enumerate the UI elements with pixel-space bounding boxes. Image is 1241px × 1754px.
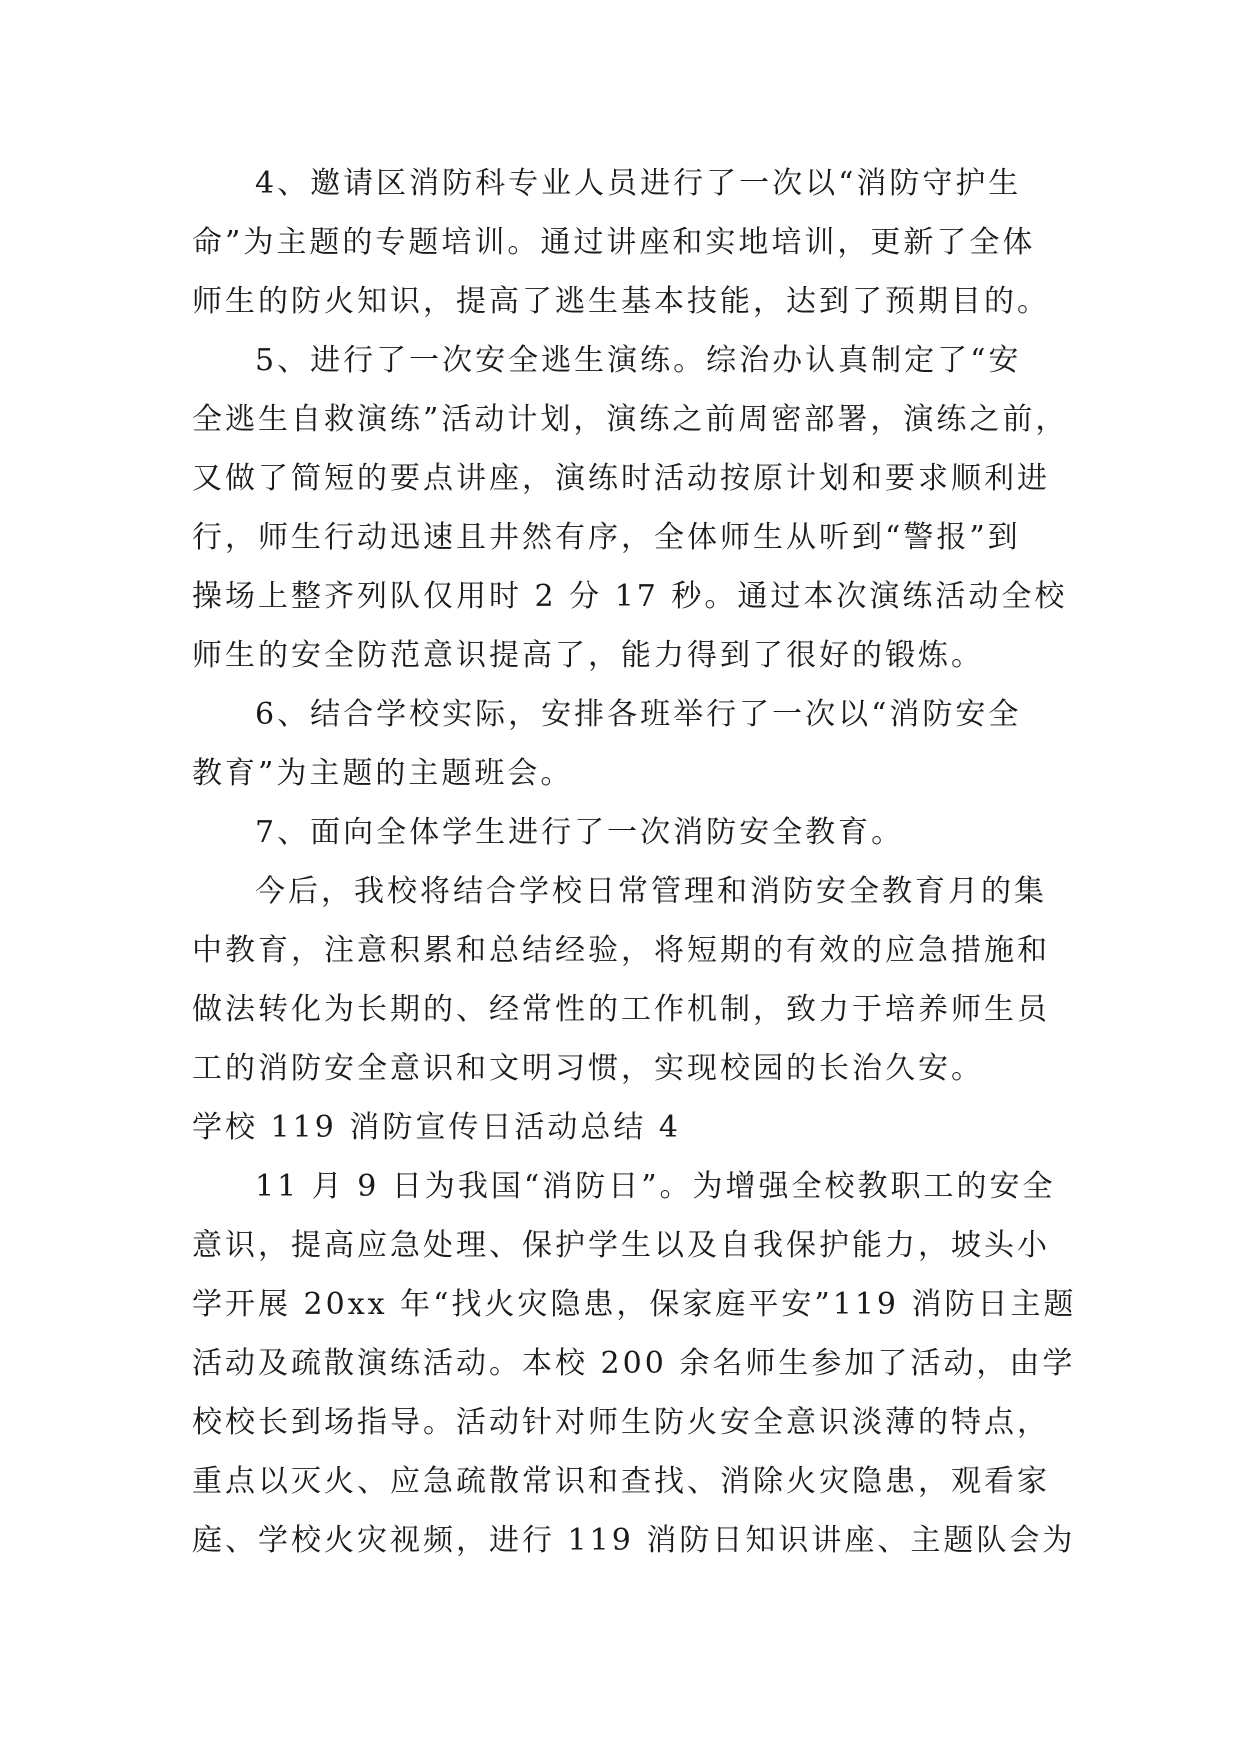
paragraph-line: 中教育，注意积累和总结经验，将短期的有效的应急措施和: [192, 933, 1050, 968]
paragraph-line: 操场上整齐列队仅用时 2 分 17 秒。通过本次演练活动全校: [192, 579, 1068, 614]
paragraph-line: 做法转化为长期的、经常性的工作机制，致力于培养师生员: [192, 992, 1050, 1027]
paragraph-line: 学开展 20xx 年“找火灾隐患，保家庭平安”119 消防日主题: [192, 1287, 1077, 1322]
paragraph-line: 师生的安全防范意识提高了，能力得到了很好的锻炼。: [192, 638, 984, 673]
paragraph-line: 师生的防火知识，提高了逃生基本技能，达到了预期目的。: [192, 284, 1050, 319]
paragraph-line: 教育”为主题的主题班会。: [192, 756, 574, 791]
paragraph-line: 全逃生自救演练”活动计划，演练之前周密部署，演练之前，: [192, 402, 1069, 437]
paragraph-line: 庭、学校火灾视频，进行 119 消防日知识讲座、主题队会为: [192, 1523, 1076, 1558]
paragraph-line: 又做了简短的要点讲座，演练时活动按原计划和要求顺利进: [192, 461, 1050, 496]
paragraph-line: 今后，我校将结合学校日常管理和消防安全教育月的集: [255, 874, 1047, 909]
paragraph-line: 5、进行了一次安全逃生演练。综治办认真制定了“安: [255, 343, 1022, 378]
section-heading: 学校 119 消防宣传日活动总结 4: [192, 1110, 681, 1145]
paragraph-line: 工的消防安全意识和文明习惯，实现校园的长治久安。: [192, 1051, 984, 1086]
paragraph-line: 校校长到场指导。活动针对师生防火安全意识淡薄的特点，: [192, 1405, 1050, 1440]
paragraph-line: 意识，提高应急处理、保护学生以及自我保护能力，坡头小: [192, 1228, 1050, 1263]
paragraph-line: 行，师生行动迅速且井然有序，全体师生从听到“警报”到: [192, 520, 1021, 555]
paragraph-line: 4、邀请区消防科专业人员进行了一次以“消防守护生: [255, 166, 1022, 201]
paragraph-line: 7、面向全体学生进行了一次消防安全教育。: [255, 815, 905, 850]
paragraph-line: 11 月 9 日为我国“消防日”。为增强全校教职工的安全: [255, 1169, 1056, 1204]
document-body: [192, 154, 1077, 1570]
paragraph-line: 命”为主题的专题培训。通过讲座和实地培训，更新了全体: [192, 225, 1036, 260]
paragraph-line: 6、结合学校实际，安排各班举行了一次以“消防安全: [255, 697, 1022, 732]
paragraph-line: 活动及疏散演练活动。本校 200 余名师生参加了活动，由学: [192, 1346, 1076, 1381]
paragraph-line: 重点以灭火、应急疏散常识和查找、消除火灾隐患，观看家: [192, 1464, 1050, 1499]
